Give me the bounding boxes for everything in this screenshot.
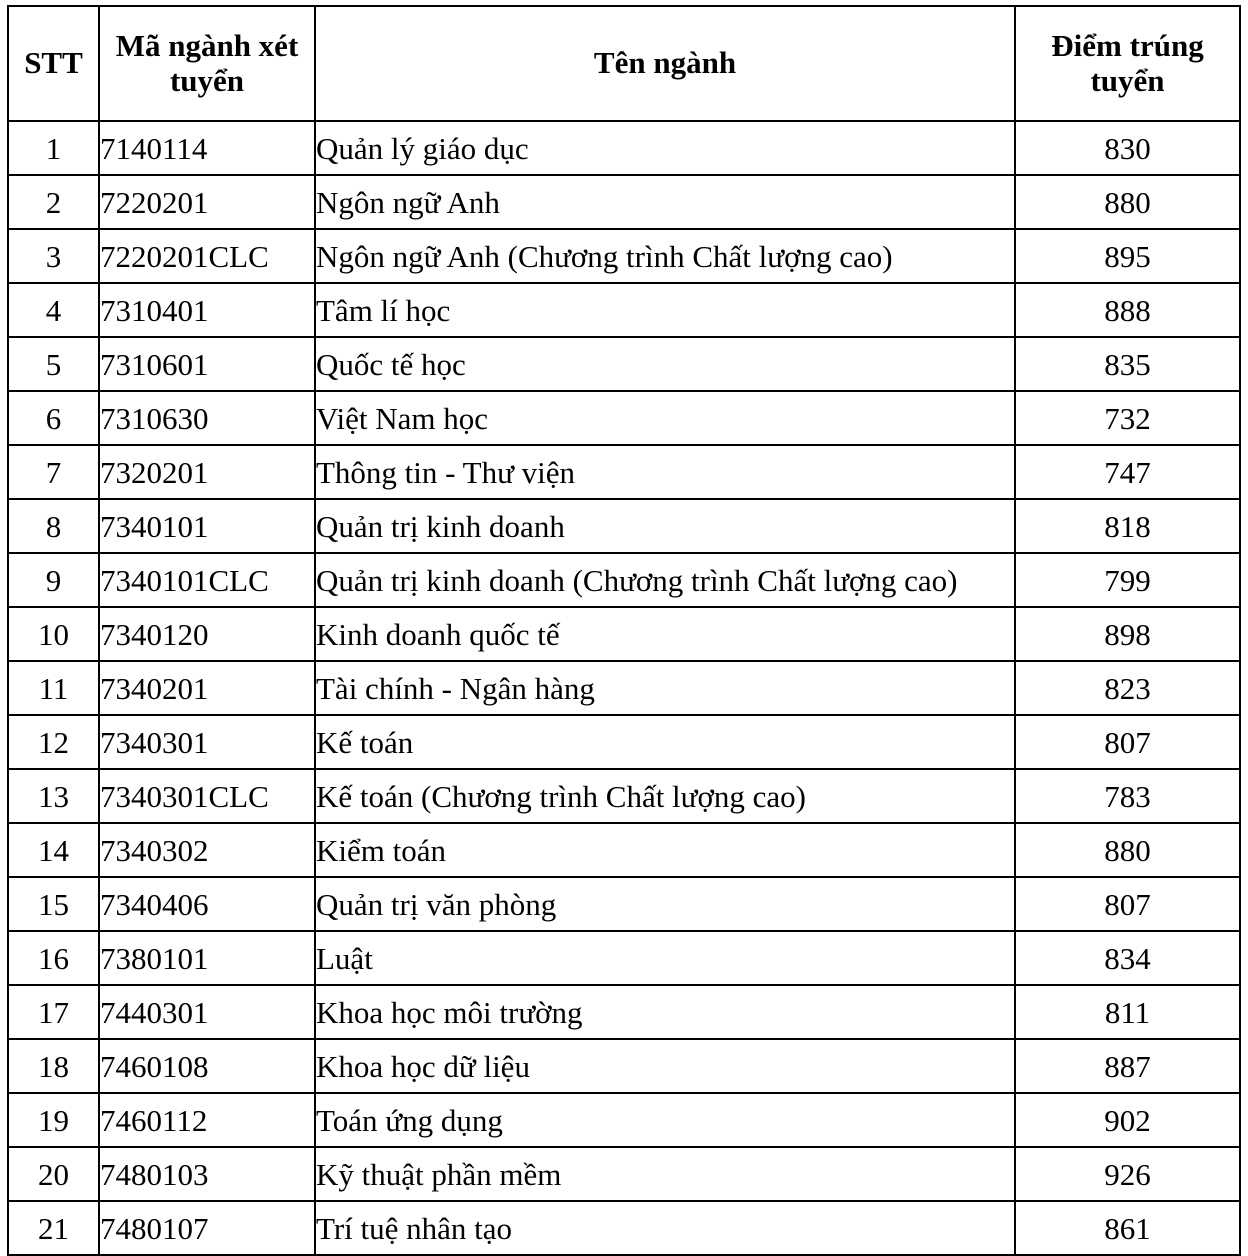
table-row xyxy=(8,283,1240,337)
cell-score: 811 xyxy=(1015,985,1240,1039)
cell-code: 7460108 xyxy=(99,1039,315,1093)
cell-score: 895 xyxy=(1015,229,1240,283)
cell-name: Kỹ thuật phần mềm xyxy=(315,1147,1015,1201)
table-header-row xyxy=(8,6,1240,121)
table-row xyxy=(8,499,1240,553)
cell-code: 7220201CLC xyxy=(99,229,315,283)
cell-stt: 18 xyxy=(8,1039,99,1093)
cell-code: 7480107 xyxy=(99,1201,315,1255)
header-score: Điểm trúng tuyển xyxy=(1015,6,1240,121)
table-row xyxy=(8,1093,1240,1147)
table-row xyxy=(8,175,1240,229)
table-row xyxy=(8,715,1240,769)
cell-code: 7340101CLC xyxy=(99,553,315,607)
cell-code: 7310630 xyxy=(99,391,315,445)
cell-name: Luật xyxy=(315,931,1015,985)
cell-code: 7480103 xyxy=(99,1147,315,1201)
table-row xyxy=(8,931,1240,985)
cell-score: 834 xyxy=(1015,931,1240,985)
cell-stt: 6 xyxy=(8,391,99,445)
cell-stt: 10 xyxy=(8,607,99,661)
admission-scores-table xyxy=(7,5,1241,1256)
cell-stt: 16 xyxy=(8,931,99,985)
header-name: Tên ngành xyxy=(315,6,1015,121)
cell-code: 7440301 xyxy=(99,985,315,1039)
table-row xyxy=(8,445,1240,499)
cell-stt: 13 xyxy=(8,769,99,823)
cell-name: Tâm lí học xyxy=(315,283,1015,337)
table-row xyxy=(8,121,1240,175)
cell-score: 830 xyxy=(1015,121,1240,175)
cell-name: Toán ứng dụng xyxy=(315,1093,1015,1147)
cell-name: Tài chính - Ngân hàng xyxy=(315,661,1015,715)
cell-stt: 15 xyxy=(8,877,99,931)
cell-code: 7460112 xyxy=(99,1093,315,1147)
cell-stt: 2 xyxy=(8,175,99,229)
table-row xyxy=(8,337,1240,391)
cell-score: 898 xyxy=(1015,607,1240,661)
header-code: Mã ngành xét tuyển xyxy=(99,6,315,121)
cell-code: 7340302 xyxy=(99,823,315,877)
cell-stt: 7 xyxy=(8,445,99,499)
cell-score: 818 xyxy=(1015,499,1240,553)
cell-code: 7320201 xyxy=(99,445,315,499)
cell-code: 7140114 xyxy=(99,121,315,175)
cell-score: 783 xyxy=(1015,769,1240,823)
cell-name: Việt Nam học xyxy=(315,391,1015,445)
cell-stt: 17 xyxy=(8,985,99,1039)
cell-code: 7380101 xyxy=(99,931,315,985)
cell-score: 888 xyxy=(1015,283,1240,337)
table-row xyxy=(8,607,1240,661)
cell-score: 902 xyxy=(1015,1093,1240,1147)
cell-name: Kiểm toán xyxy=(315,823,1015,877)
cell-stt: 14 xyxy=(8,823,99,877)
cell-code: 7340406 xyxy=(99,877,315,931)
table-row xyxy=(8,985,1240,1039)
cell-score: 823 xyxy=(1015,661,1240,715)
cell-code: 7310601 xyxy=(99,337,315,391)
cell-score: 880 xyxy=(1015,823,1240,877)
cell-score: 861 xyxy=(1015,1201,1240,1255)
cell-name: Quản trị kinh doanh xyxy=(315,499,1015,553)
cell-score: 887 xyxy=(1015,1039,1240,1093)
cell-name: Khoa học dữ liệu xyxy=(315,1039,1015,1093)
cell-stt: 5 xyxy=(8,337,99,391)
cell-stt: 4 xyxy=(8,283,99,337)
cell-name: Kế toán (Chương trình Chất lượng cao) xyxy=(315,769,1015,823)
table-row xyxy=(8,1201,1240,1255)
cell-name: Kế toán xyxy=(315,715,1015,769)
cell-stt: 20 xyxy=(8,1147,99,1201)
table-row xyxy=(8,391,1240,445)
cell-code: 7340120 xyxy=(99,607,315,661)
cell-stt: 11 xyxy=(8,661,99,715)
cell-stt: 12 xyxy=(8,715,99,769)
cell-name: Quản trị văn phòng xyxy=(315,877,1015,931)
cell-stt: 19 xyxy=(8,1093,99,1147)
cell-name: Quản trị kinh doanh (Chương trình Chất lượng cao) xyxy=(315,553,1015,607)
cell-score: 732 xyxy=(1015,391,1240,445)
cell-name: Quốc tế học xyxy=(315,337,1015,391)
cell-name: Quản lý giáo dục xyxy=(315,121,1015,175)
cell-code: 7340301CLC xyxy=(99,769,315,823)
cell-code: 7340201 xyxy=(99,661,315,715)
cell-score: 799 xyxy=(1015,553,1240,607)
cell-score: 880 xyxy=(1015,175,1240,229)
cell-score: 835 xyxy=(1015,337,1240,391)
cell-name: Ngôn ngữ Anh xyxy=(315,175,1015,229)
cell-name: Thông tin - Thư viện xyxy=(315,445,1015,499)
cell-code: 7220201 xyxy=(99,175,315,229)
table-row xyxy=(8,661,1240,715)
cell-score: 807 xyxy=(1015,715,1240,769)
cell-stt: 9 xyxy=(8,553,99,607)
table-row xyxy=(8,1039,1240,1093)
cell-name: Trí tuệ nhân tạo xyxy=(315,1201,1015,1255)
cell-score: 807 xyxy=(1015,877,1240,931)
cell-stt: 8 xyxy=(8,499,99,553)
table-row xyxy=(8,823,1240,877)
table-row xyxy=(8,229,1240,283)
cell-stt: 21 xyxy=(8,1201,99,1255)
table-row xyxy=(8,553,1240,607)
cell-stt: 1 xyxy=(8,121,99,175)
cell-code: 7340301 xyxy=(99,715,315,769)
cell-name: Ngôn ngữ Anh (Chương trình Chất lượng cao) xyxy=(315,229,1015,283)
cell-stt: 3 xyxy=(8,229,99,283)
table-row xyxy=(8,1147,1240,1201)
table-row xyxy=(8,769,1240,823)
cell-code: 7340101 xyxy=(99,499,315,553)
table-body xyxy=(8,121,1240,1256)
header-stt: STT xyxy=(8,6,99,121)
cell-score: 747 xyxy=(1015,445,1240,499)
cell-code: 7310401 xyxy=(99,283,315,337)
cell-score: 926 xyxy=(1015,1147,1240,1201)
cell-name: Khoa học môi trường xyxy=(315,985,1015,1039)
table-row xyxy=(8,877,1240,931)
cell-name: Kinh doanh quốc tế xyxy=(315,607,1015,661)
